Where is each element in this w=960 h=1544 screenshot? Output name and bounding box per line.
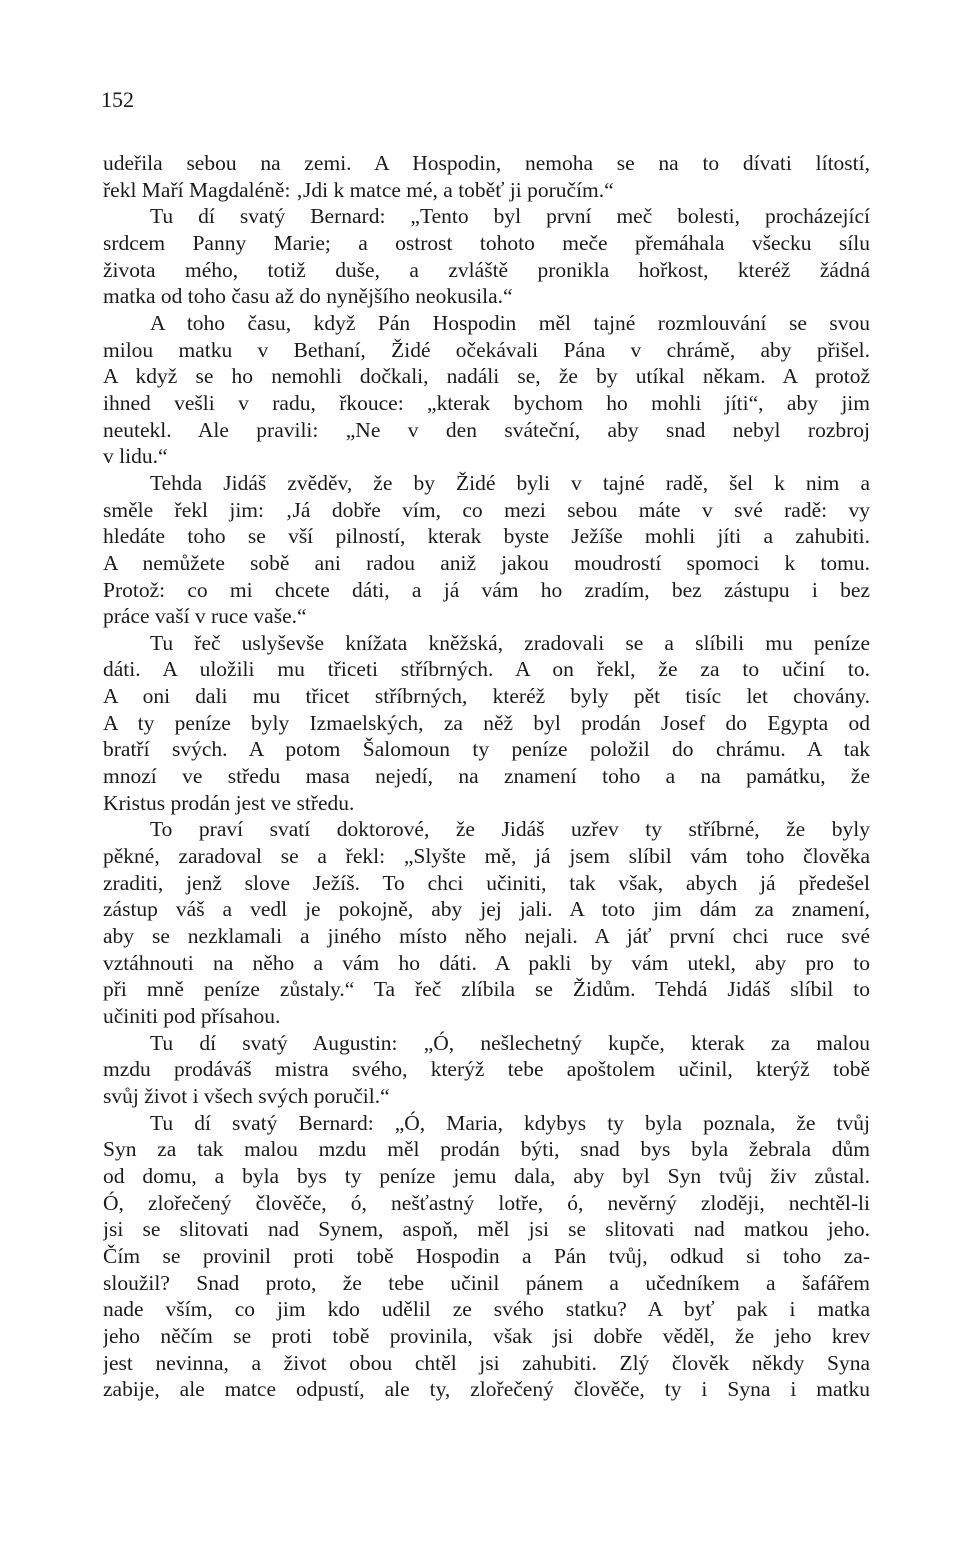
text-line: v lidu.“ <box>103 444 168 469</box>
text-line: pěkné, zaradoval se a řekl: „Slyšte mě, já jsem slíbil vám toho člověka <box>103 844 870 869</box>
text-line: zabije, ale matce odpustí, ale ty, zlořečený člověče, ty i Syna i matku <box>103 1377 870 1402</box>
text-line: srdcem Panny Marie; a ostrost tohoto meče přemáhala všecku sílu <box>103 230 870 255</box>
text-line: mzdu prodáváš mistra svého, kterýž tebe apoštolem učinil, kterýž tobě <box>103 1057 870 1082</box>
text-line: Tehda Jidáš zvěděv, že by Židé byli v tajné radě, šel k nim a <box>150 470 870 495</box>
text-line: dáti. A uložili mu třiceti stříbrných. A on řekl, že za to učiní to. <box>103 657 870 682</box>
text-line: Ó, zlořečený člověče, ó, nešťastný lotře, ó, nevěrný zloději, nechtěl-li <box>103 1190 870 1215</box>
text-line: Tu dí svatý Bernard: „Ó, Maria, kdybys ty byla poznala, že tvůj <box>150 1110 870 1135</box>
text-line: Čím se provinil proti tobě Hospodin a Pán tvůj, odkud si toho za- <box>103 1243 870 1268</box>
text-line: při mně peníze zůstaly.“ Ta řeč zlíbila se Židům. Tehdá Jidáš slíbil to <box>103 977 870 1002</box>
text-line: neutekl. Ale pravili: „Ne v den sváteční, aby snad nebyl rozbroj <box>103 417 870 442</box>
text-line: hledáte toho se vší pilností, kterak byste Ježíše mohli jíti a zahubiti. <box>103 524 870 549</box>
text-line: aby se nezklamali a jiného místo něho nejali. A jáť první chci ruce své <box>103 924 870 949</box>
text-line: vztáhnouti na něho a vám ho dáti. A pakli by vám utekl, aby pro to <box>103 950 870 975</box>
text-line: A ty peníze byly Izmaelských, za něž byl prodán Josef do Egypta od <box>103 710 870 735</box>
text-line: života mého, totiž duše, a zvláště pronikla hořkost, kteréž žádná <box>103 257 870 282</box>
text-line: jest nevinna, a život obou chtěl jsi zahubiti. Zlý člověk někdy Syna <box>103 1350 870 1375</box>
text-line: bratří svých. A potom Šalomoun ty peníze položil do chrámu. A tak <box>103 737 870 762</box>
text-line: matka od toho času až do nynějšího neokusila.“ <box>103 284 513 309</box>
page-number: 152 <box>101 87 134 112</box>
text-line: řekl Maří Magdaléně: ‚Jdi k matce mé, a toběť ji poručím.“ <box>103 177 614 202</box>
text-line: od domu, a byla bys ty peníze jemu dala, aby byl Syn tvůj živ zůstal. <box>103 1163 870 1188</box>
text-line: A oni dali mu třicet stříbrných, kteréž byly pět tisíc let chovány. <box>103 684 870 709</box>
text-line: svůj život i všech svých poručil.“ <box>103 1083 390 1108</box>
text-line: To praví svatí doktorové, že Jidáš uzřev ty stříbrné, že byly <box>150 817 870 842</box>
text-line: práce vaší v ruce vaše.“ <box>103 604 307 629</box>
text-line: A když se ho nemohli dočkali, nadáli se, že by utíkal někam. A protož <box>103 364 870 389</box>
text-line: Tu dí svatý Bernard: „Tento byl první meč bolesti, procházející <box>150 204 870 229</box>
text-line: sloužil? Snad proto, že tebe učinil pánem a učedníkem a šafářem <box>103 1270 870 1295</box>
text-line: směle řekl jim: ‚Já dobře vím, co mezi sebou máte v své radě: vy <box>103 497 870 522</box>
text-line: Syn za tak malou mzdu měl prodán býti, snad bys byla žebrala dům <box>103 1137 870 1162</box>
text-line: Tu dí svatý Augustin: „Ó, nešlechetný kupče, kterak za malou <box>150 1030 870 1055</box>
text-line: jeho něčím se proti tobě provinila, však jsi dobře věděl, že jeho krev <box>103 1323 870 1348</box>
text-line: ihned vešli v radu, řkouce: „kterak bychom ho mohli jíti“, aby jim <box>103 390 870 415</box>
text-line: A nemůžete sobě ani radou aniž jakou moudrostí spomoci k tomu. <box>103 550 870 575</box>
text-line: nade vším, co jim kdo udělil ze svého statku? A byť pak i matka <box>103 1297 870 1322</box>
text-line: udeřila sebou na zemi. A Hospodin, nemoha se na to dívati lítostí, <box>103 151 870 175</box>
text-line: mnozí ve středu masa nejedí, na znamení toho a na památku, že <box>103 764 870 789</box>
text-line: A toho času, když Pán Hospodin měl tajné rozmlouvání se svou <box>150 310 870 335</box>
text-line: zástup váš a vedl je pokojně, aby jej jali. A toto jim dám za znamení, <box>103 897 870 922</box>
text-line: Tu řeč uslyševše knížata kněžská, zradovali se a slíbili mu peníze <box>150 630 870 655</box>
body-text <box>103 150 870 1403</box>
text-line: Kristus prodán jest ve středu. <box>103 790 355 815</box>
text-line: milou matku v Bethaní, Židé očekávali Pána v chrámě, aby přišel. <box>103 337 870 362</box>
text-line: zraditi, jenž slove Ježíš. To chci učiniti, tak však, abych já předešel <box>103 870 870 895</box>
text-line: jsi se slitovati nad Synem, aspoň, měl jsi se slitovati nad matkou jeho. <box>103 1217 870 1242</box>
text-line: Protož: co mi chcete dáti, a já vám ho zradím, bez zástupu i bez <box>103 577 870 602</box>
text-line: učiniti pod přísahou. <box>103 1004 281 1028</box>
